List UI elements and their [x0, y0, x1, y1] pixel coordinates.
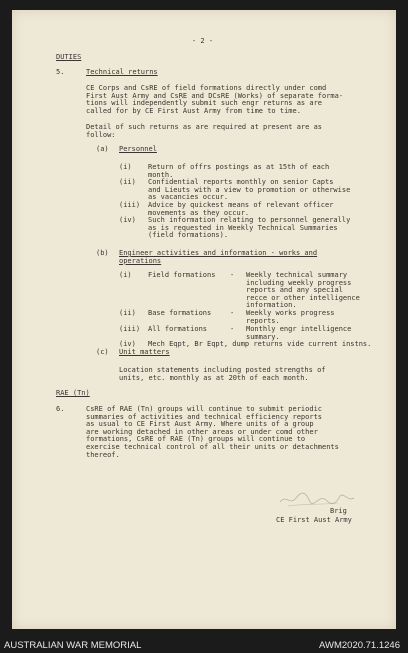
- subitem-b-label: (b): [96, 249, 109, 257]
- personnel-item-number: (ii): [119, 178, 136, 186]
- signature-rank: Brig: [330, 507, 347, 515]
- personnel-item-number: (iii): [119, 201, 141, 209]
- engineer-item-number: (ii): [119, 309, 136, 317]
- subitem-a-title: Personnel: [119, 145, 157, 153]
- subitem-b-title: Engineer activities and information - works and operations: [119, 249, 318, 265]
- subitem-a-label: (a): [96, 145, 109, 153]
- heading-rae: RAE (Tn): [56, 389, 90, 397]
- engineer-item-label: Base formations: [148, 309, 212, 317]
- personnel-item-text: Such information relating to personnel generally as is requested in Weekly Technical Summaries (field formations).: [148, 216, 351, 240]
- engineer-item-text: Weekly technical summary including weekly progress reports and any special recce or other intelligence information.: [246, 271, 360, 310]
- item-6-number: 6.: [56, 405, 65, 413]
- item-5-paragraph-1: CE Corps and CsRE of field formations directly under comd First Aust Army and CsRE and DCsRE (Works) of separate forma- tions will independently submit such engr returns as are called for by CE First Aust Army from time to time.: [86, 84, 344, 115]
- subitem-c-text: Location statements including posted strengths of units, etc. monthly as at 20th of each month.: [119, 366, 326, 382]
- personnel-item-text: Advice by quickest means of relevant officer movements as they occur.: [148, 201, 334, 217]
- engineer-item-dash: -: [230, 309, 235, 317]
- engineer-item-dash: -: [230, 325, 235, 333]
- footer-accession-number: AWM2020.71.1246: [319, 640, 400, 651]
- engineer-item-number: (iii): [119, 325, 141, 333]
- engineer-item-dash: -: [230, 271, 235, 279]
- engineer-item-number: (iv): [119, 340, 136, 348]
- engineer-item-number: (i): [119, 271, 132, 279]
- footer-institution: AUSTRALIAN WAR MEMORIAL: [4, 640, 142, 651]
- subitem-c-label: (c): [96, 348, 109, 356]
- document-page: [12, 10, 396, 629]
- item-5-number: 5.: [56, 68, 65, 76]
- page-number: - 2 -: [192, 37, 214, 45]
- engineer-item-label: All formations: [148, 325, 208, 333]
- engineer-item-text: Weekly works progress reports.: [246, 309, 335, 325]
- archive-footer: [0, 638, 408, 653]
- signature-title: CE First Aust Army: [276, 516, 352, 524]
- item-6-paragraph: CsRE of RAE (Tn) groups will continue to submit periodic summaries of activities and technical efficiency reports as usual to CE First Aust Army. Where units of a group are working detached in other areas or under comd other formations, CsRE of RAE (Tn) groups will continue to exercise technical control of all their units or detachments thereof.: [86, 405, 339, 459]
- engineer-item-label: Mech Eqpt, Br Eqpt, dump returns vide current instns.: [148, 340, 372, 348]
- personnel-item-text: Confidential reports monthly on senior Capts and Lieuts with a view to promotion or otherwise as vacancies occur.: [148, 178, 351, 202]
- personnel-item-number: (i): [119, 163, 132, 171]
- item-5-paragraph-2: Detail of such returns as are required at present are as follow:: [86, 123, 323, 139]
- engineer-item-text: Monthly engr intelligence summary.: [246, 325, 352, 341]
- engineer-item-label: Field formations: [148, 271, 216, 279]
- heading-duties: DUTIES: [56, 53, 82, 61]
- subitem-c-title: Unit matters: [119, 348, 170, 356]
- personnel-item-number: (iv): [119, 216, 136, 224]
- item-5-title: Technical returns: [86, 68, 158, 76]
- personnel-item-text: Return of offrs postings as at 15th of each month.: [148, 163, 330, 179]
